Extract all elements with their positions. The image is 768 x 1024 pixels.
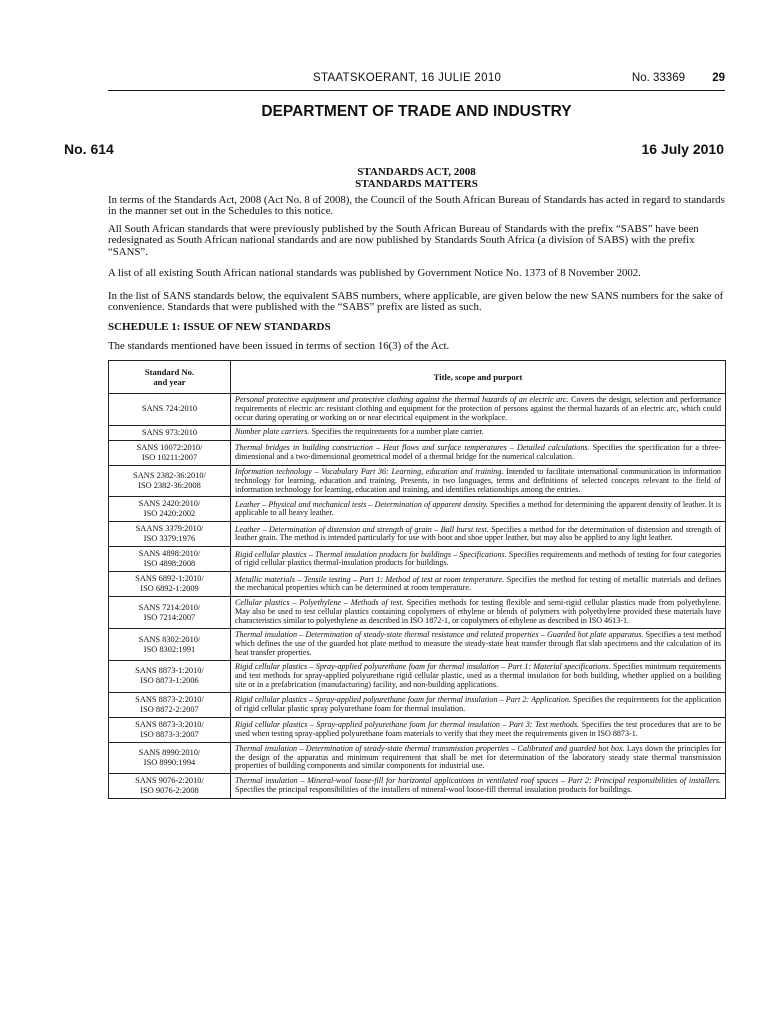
table-row xyxy=(109,497,726,522)
standard-number: SANS 8302:2010/ xyxy=(138,634,201,644)
act-title-line2: STANDARDS MATTERS xyxy=(355,178,478,190)
standard-scope: Lays down the principles for the design of the apparatus and minimum requirement that shall be met for determination of the laboratory steady state thermal transmission properties of building components and similar components for industrial use. xyxy=(235,743,721,771)
table-row xyxy=(109,660,726,692)
standard-number: SANS 10072:2010/ xyxy=(136,442,203,452)
standard-description-cell xyxy=(231,497,726,522)
standard-number: ISO 8990:1994 xyxy=(143,757,196,767)
standard-title: Thermal bridges in building construction – Heat flows and surface temperatures – Detailed calculations. xyxy=(235,442,590,452)
paragraph: A list of all existing South African national standards was published by Government Notice No. 1373 of 8 November 2002. xyxy=(108,267,641,279)
standard-number: SANS 8873-2:2010/ xyxy=(135,694,204,704)
standard-number: SANS 6892-1:2010/ xyxy=(135,574,204,584)
standard-scope: Specifies minimum requirements and test methods for spray-applied polyurethane rigid cellular plastic, used as a thermal insulation for both building, whether applied on a building site or in a prefabrication (manufacturing) facility, and non-building applications. xyxy=(235,661,721,689)
table-header-row xyxy=(109,361,726,394)
standard-description-cell xyxy=(231,742,726,774)
standard-number: SANS 724:2010 xyxy=(141,404,198,414)
act-title-line1: STANDARDS ACT, 2008 xyxy=(357,166,476,178)
standard-number: SANS 9076-2:2010/ xyxy=(135,776,204,786)
header-standard-line2: and year xyxy=(153,377,186,387)
standard-number-cell xyxy=(109,572,231,597)
standard-number: ISO 2420:2002 xyxy=(143,509,196,519)
page-number: 29 xyxy=(712,72,725,84)
standard-number-cell xyxy=(109,522,231,547)
standard-title: Thermal insulation – Mineral-wool loose-fill for horizontal applications in ventilated roof spaces – Part 2: Principal responsibilities of installers. xyxy=(235,776,721,786)
standard-description-cell xyxy=(231,440,726,465)
department-title: DEPARTMENT OF TRADE AND INDUSTRY xyxy=(261,103,572,120)
standard-number: ISO 2382-36:2008 xyxy=(138,481,201,491)
standard-description-cell xyxy=(231,774,726,799)
standard-number: SAANS 3379:2010/ xyxy=(135,524,204,534)
standard-description-cell xyxy=(231,692,726,717)
table-row xyxy=(109,465,726,497)
standard-description-cell xyxy=(231,394,726,426)
standards-table xyxy=(108,360,726,799)
standard-number: ISO 9076-2:2008 xyxy=(140,786,199,796)
standard-number-cell xyxy=(109,440,231,465)
standard-title: Leather – Determination of distension and strength of grain – Ball burst test. xyxy=(235,524,489,534)
schedule-intro: The standards mentioned have been issued in terms of section 16(3) of the Act. xyxy=(108,340,450,352)
standard-number: SANS 8873-3:2010/ xyxy=(135,719,204,729)
standard-number-cell xyxy=(109,497,231,522)
act-title xyxy=(108,166,725,190)
table-row xyxy=(109,572,726,597)
standard-description-cell xyxy=(231,465,726,497)
standard-number: ISO 8872-2:2007 xyxy=(140,704,199,714)
standard-number: ISO 8302:1991 xyxy=(143,644,196,654)
standard-description-cell xyxy=(231,717,726,742)
table-row xyxy=(109,629,726,661)
standard-scope: Specifies the test procedures that are to be used when testing spray-applied polyurethane foam materials to verify that they meet the requirements given in ISO 8873-1. xyxy=(235,719,721,738)
standard-number-cell xyxy=(109,692,231,717)
standard-number-cell xyxy=(109,717,231,742)
standard-scope: Covers the design, selection and performance requirements of electric arc resistant clothing and equipment for the protection of persons against the thermal hazards of an electric arc, which could occur during operating or working on or near electrical equipment in the workplace. xyxy=(235,395,721,422)
standard-description-cell xyxy=(231,597,726,629)
standard-number: ISO 8873-1:2006 xyxy=(140,676,199,686)
header-rule xyxy=(108,90,725,91)
standard-scope: Specifies the specification for a three-dimensional and a two-dimensional geometrical model of a thermal bridge for the numerical calculation. xyxy=(235,442,721,461)
standard-description-cell xyxy=(231,629,726,661)
standard-number-cell xyxy=(109,425,231,440)
standard-title: Personal protective equipment and protective clothing against the thermal hazards of an electric arc. xyxy=(235,395,569,404)
standard-scope: Specifies methods for testing flexible and semi-rigid cellular plastics made from polyethylene. May also be used to test cellular plastics containing copolymers of ethylene or blends of polymers with polyethylene provided these materials have characteristics similar to polyethylene as described in ISO 1872-1, or copolymers of ethylene as described in ISO 4613-1. xyxy=(235,598,721,626)
standard-title: Number plate carriers. xyxy=(235,427,310,437)
standard-description-cell xyxy=(231,660,726,692)
standard-title: Rigid cellular plastics – Spray-applied polyurethane foam for thermal insulation – Part 2: Application. xyxy=(235,694,571,704)
standard-number: ISO 3379:1976 xyxy=(143,534,196,544)
standard-number: SANS 973:2010 xyxy=(141,427,198,437)
gazette-number: No. 33369 xyxy=(631,72,685,84)
table-row xyxy=(109,547,726,572)
standard-number: ISO 10211:2007 xyxy=(141,452,198,462)
header-title-scope: Title, scope and purport xyxy=(231,361,726,394)
standard-scope: Specifies the principal responsibilities of the installers of mineral-wool loose-fill thermal insulation products for buildings. xyxy=(235,785,633,795)
table-row xyxy=(109,717,726,742)
standard-title: Rigid cellular plastics – Spray-applied polyurethane foam for thermal insulation – Part 1: Material specifications. xyxy=(235,661,611,671)
table-row xyxy=(109,774,726,799)
standard-title: Rigid cellular plastics – Thermal insulation products for buildings – Specifications. xyxy=(235,549,507,559)
table-row xyxy=(109,597,726,629)
paragraph: In terms of the Standards Act, 2008 (Act No. 8 of 2008), the Council of the South African Bureau of Standards has acted in regard to standards in the manner set out in the Schedules to this notice. xyxy=(108,194,725,218)
standard-number-cell xyxy=(109,547,231,572)
standard-description-cell xyxy=(231,522,726,547)
table-row xyxy=(109,742,726,774)
standard-number-cell xyxy=(109,774,231,799)
running-header xyxy=(108,72,725,88)
standard-number: SANS 2420:2010/ xyxy=(138,499,201,509)
table-row xyxy=(109,522,726,547)
standard-description-cell xyxy=(231,572,726,597)
standard-number: ISO 6892-1:2009 xyxy=(140,584,199,594)
standard-number-cell xyxy=(109,660,231,692)
standard-scope: Intended to facilitate international communication in information technology for learning, education and training. Presents, in two languages, terms and definitions of selected concepts relevant to the field of information technology for learning, education and training, and identifies relationships among the entries. xyxy=(235,466,721,494)
standard-title: Cellular plastics – Polyethylene – Methods of test. xyxy=(235,598,404,608)
standard-number: SANS 7214:2010/ xyxy=(138,602,201,612)
header-standard-line1: Standard No. xyxy=(144,367,195,377)
table-row xyxy=(109,440,726,465)
standard-number: SANS 2382-36:2010/ xyxy=(133,471,206,481)
standard-title: Leather – Physical and mechanical tests – Determination of apparent density. xyxy=(235,499,488,509)
standard-scope: Specifies requirements and methods of testing for four categories of rigid cellular plastics thermal-insulation products for buildings. xyxy=(235,549,721,568)
standard-number: ISO 7214:2007 xyxy=(143,612,196,622)
standard-scope: Specifies a method for the determination of distension and strength of leather grain. The method is intended particularly for use with boot and shoe upper leather, but may also be applied to any light leather. xyxy=(235,524,721,543)
notice-number: No. 614 xyxy=(64,141,114,157)
standard-title: Rigid cellular plastics – Spray-applied polyurethane foam for thermal insulation – Part 3: Test methods. xyxy=(235,719,580,729)
standard-scope: Specifies a test method which defines the use of the guarded hot plate method to measure the steady-state heat transfer through flat slab specimens and the calculation of its heat transfer properties. xyxy=(235,630,721,657)
standard-number-cell xyxy=(109,394,231,426)
standard-description-cell xyxy=(231,547,726,572)
standard-scope: Specifies the requirements for the application of rigid cellular plastic spray polyurethane foam for thermal insulation. xyxy=(235,694,721,713)
standard-number: ISO 4898:2008 xyxy=(143,559,196,569)
standard-title: Thermal insulation – Determination of steady-state thermal resistance and related properties – Guarded hot plate apparatus. xyxy=(235,630,644,640)
standard-title: Information technology – Vocabulary Part 36: Learning, education and training. xyxy=(235,466,504,476)
gazette-title: STAATSKOERANT, 16 JULIE 2010 xyxy=(313,72,502,84)
table-row xyxy=(109,394,726,426)
standard-number-cell xyxy=(109,465,231,497)
table-row xyxy=(109,692,726,717)
standard-scope: Specifies a method for determining the apparent density of leather. It is applicable to all heavy leather. xyxy=(235,499,721,518)
standard-title: Metallic materials – Tensile testing – Part 1: Method of test at room temperature. xyxy=(235,574,505,584)
schedule-heading: SCHEDULE 1: ISSUE OF NEW STANDARDS xyxy=(108,321,331,333)
standard-scope: Specifies the requirements for a number plate carrier. xyxy=(309,427,484,437)
standard-number: ISO 8873-3:2007 xyxy=(140,729,199,739)
standard-scope: Specifies the method for testing of metallic materials and defines the mechanical properties which can be determined at room temperature. xyxy=(235,574,721,593)
standard-number-cell xyxy=(109,629,231,661)
header-standard-no xyxy=(109,361,231,394)
standard-number: SANS 8873-1:2010/ xyxy=(135,666,204,676)
standard-description-cell xyxy=(231,425,726,440)
paragraph: All South African standards that were previously published by the South African Bureau of Standards with the prefix “SABS” have been redesignated as South African national standards and are now published by Standards South Africa (a division of SABS) with the prefix “SANS”. xyxy=(108,223,699,258)
standard-number-cell xyxy=(109,742,231,774)
standard-number-cell xyxy=(109,597,231,629)
standard-number: SANS 8990:2010/ xyxy=(138,747,201,757)
paragraph: In the list of SANS standards below, the equivalent SABS numbers, where applicable, are given below the new SANS numbers for the sake of convenience. Standards that were published with the “SABS” prefix are listed as such. xyxy=(108,290,724,314)
notice-date: 16 July 2010 xyxy=(641,141,724,157)
standard-number: SANS 4898:2010/ xyxy=(138,549,201,559)
table-row xyxy=(109,425,726,440)
standard-title: Thermal insulation – Determination of steady-state thermal transmission properties – Calibrated and guarded hot box. xyxy=(235,743,625,753)
